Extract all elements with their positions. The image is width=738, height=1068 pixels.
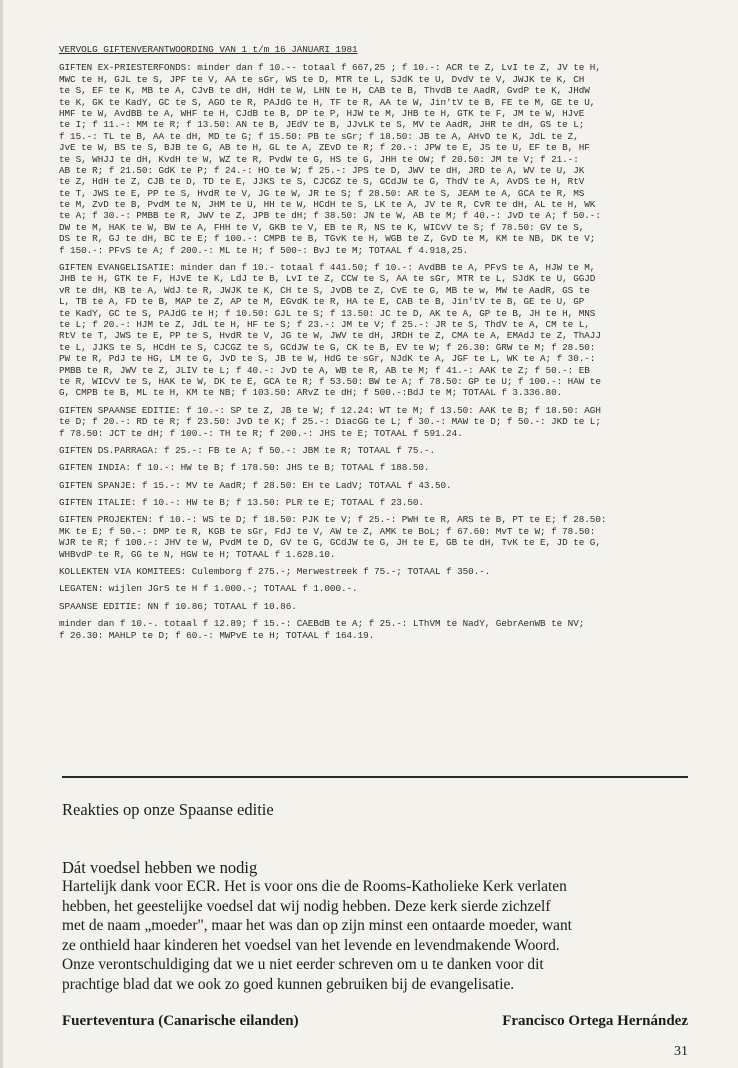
ledger-section — [59, 618, 707, 641]
ledger-line: te M, ZvD te B, PvdM te N, JHM te U, HH te W, HCdH te S, LK te A, JV te R, CvR te dH, AL te H, WK — [59, 199, 596, 211]
ledger-section — [59, 497, 707, 508]
ledger-line: te KadY, GC te S, PAJdG te H; f 10.50: GJL te S; f 13.50: JC te D, AK te A, GP te B, JH te H, MNS — [59, 307, 596, 319]
article-line: met de naam „moeder", maar het was dan op zijn minst een ontaarde moeder, want — [62, 917, 572, 935]
ledger-line: te R, WICvV te S, HAK te W, DK te E, GCA te R; f 53.50: BW te A; f 78.50: GP te U; f 100.-: HAW te — [59, 375, 601, 387]
ledger-sections — [59, 62, 707, 641]
article-subtitle: Dát voedsel hebben we nodig — [62, 858, 258, 877]
donations-ledger — [59, 44, 707, 647]
ledger-section — [59, 62, 707, 256]
ledger-line: G, CMPB te B, ML te H, KM te NB; f 103.50: ARvZ te dH; f 500.-:BdJ te M; TOTAAL f 3.336.80. — [59, 387, 563, 399]
ledger-line: RtV te T, JWS te E, PP te S, HvdR te V, JG te W, JWV te dH, JRDH te Z, CMA te A, EMAdJ te Z, ThAJJ — [59, 330, 601, 342]
ledger-section — [59, 601, 707, 612]
ledger-line: HMF te W, AvdBB te A, WHF te H, CJdB te B, DP te P, HJW te M, JHB te H, GTK te F, JM te W, HJvE — [59, 107, 585, 119]
article-line: hebben, het geestelijke voedsel dat wij nodig hebben. Deze kerk sierde zichzelf — [62, 897, 551, 915]
ledger-section — [59, 405, 707, 439]
ledger-section — [59, 262, 707, 399]
ledger-section-first-line: GIFTEN DS.PARRAGA: f 25.-: FB te A; f 50.-: JBM te R; TOTAAL f 75.-. — [59, 444, 435, 456]
ledger-section-first-line: minder dan f 10.-. totaal f 12.89; f 15.-: CAEBdB te A; f 25.-: LThVM te NadY, GebrAenWB te NV; — [59, 618, 585, 630]
ledger-line: DW te M, HAK te W, BW te A, FHH te V, GKB te V, EB te R, NS te K, WICvV te S; f 78.50: GV te S, — [59, 221, 585, 233]
ledger-section-first-line: GIFTEN EVANGELISATIE: minder dan f 10.- totaal f 441.50; f 10.-: AvdBB te A, PFvS te A, HJW te M, — [59, 262, 596, 274]
ledger-section — [59, 566, 707, 577]
ledger-line: f 26.30: MAHLP te D; f 60.-: MWPvE te H; TOTAAL f 164.19. — [59, 629, 375, 641]
ledger-section-first-line: KOLLEKTEN VIA KOMITEES: Culemborg f 275.-; Merwestreek f 75.-; TOTAAL f 350.-. — [59, 566, 491, 578]
ledger-line: PW te R, PdJ te HG, LM te G, JvD te S, JB te W, HdG te sGr, NJdK te A, JGF te L, WK te A; f 30.-: — [59, 353, 596, 365]
ledger-section-first-line: GIFTEN ITALIE: f 10.-: HW te B; f 13.50: PLR te E; TOTAAL f 23.50. — [59, 497, 424, 509]
article-location: Fuerteventura (Canarische eilanden) — [62, 1013, 299, 1029]
ledger-line: AB te R; f 21.50: GdK te P; f 24.-: HO te W; f 25.-: JPS te D, JWV te dH, JRD te A, WV te U, JK — [59, 164, 585, 176]
ledger-section-first-line: GIFTEN SPAANSE EDITIE: f 10.-: SP te Z, JB te W; f 12.24: WT te M; f 13.50: AAK te B; f 18.50: AGH — [59, 404, 601, 416]
ledger-line: MK te E; f 50.-: DMP te R, KGB te sGr, FdJ te V, AW te Z, AMK te BoL; f 67.60: MvT te W; f 78.50: — [59, 525, 596, 537]
ledger-section — [59, 583, 707, 594]
ledger-line: L, TB te A, FD te B, MAP te Z, AP te M, EGvdK te R, HA te E, CAB te B, Jin'tV te B, GE te U, GP — [59, 296, 585, 308]
ledger-line: WHBvdP te R, GG te N, HGW te H; TOTAAL f 1.628.10. — [59, 548, 336, 560]
ledger-line: JHB te H, GTK te F, HJvE te K, LdJ te B, LvI te Z, CCW te S, AA te sGr, MTR te L, SJdK te U, GGJD — [59, 273, 596, 285]
ledger-section — [59, 462, 707, 473]
ledger-header: VERVOLG GIFTENVERANTWOORDING VAN 1 t/m 16 JANUARI 1981 — [59, 44, 358, 55]
ledger-line: DS te R, GJ te dH, BC te E; f 100.-: CMPB te B, TGvK te H, WGB te Z, GvD te M, KM te NB, DK te V; — [59, 233, 596, 245]
article-title: Reakties op onze Spaanse editie — [62, 800, 274, 819]
ledger-section — [59, 445, 707, 456]
ledger-line: te Z, HdH te Z, CJB te D, TD te E, JJKS te S, CJCGZ te S, GCdJW te G, ThdV te A, AvDS te H, RtV — [59, 176, 585, 188]
ledger-line: te S, EF te K, MB te A, CJvB te dH, HdH te W, LHN te H, CAB te B, ThvdB te AadR, GvdP te K, JHdW — [59, 85, 590, 97]
ledger-section-first-line: GIFTEN PROJEKTEN: f 10.-: WS te D; f 18.50: PJK te V; f 25.-: PWH te R, ARS te B, PT te E; f 28.50: — [59, 514, 607, 526]
ledger-line: f 15.-: TL te B, AA te dH, MD te G; f 15.50: PB te sGr; f 18.50: JB te A, AHvD te K, JdL te Z, — [59, 130, 579, 142]
article-author: Francisco Ortega Hernández — [502, 1013, 688, 1029]
ledger-line: te I; f 11.-: MM te R; f 13.50: AN te B, JEdV te B, JJvLK te S, MV te AadR, JHR te dH, GS te L; — [59, 119, 585, 131]
ledger-line: f 150.-: PFvS te A; f 200.-: ML te H; f 500-: BvJ te M; TOTAAL f 4.918,25. — [59, 244, 469, 256]
article-line: ze onthield haar kinderen het voedsel van het levende en levendmakende Woord. — [62, 936, 560, 954]
ledger-line: JvE te W, BS te S, BJB te G, AB te H, GL te A, ZEvD te R; f 20.-: JPW te E, JS te U, EF te B, HF — [59, 142, 590, 154]
ledger-line: te L, JJKS te S, HCdH te S, CJCGZ te S, GCdJW te G, CK te B, EV te W; f 26.30: GRW te M; f 28.50: — [59, 341, 596, 353]
ledger-section — [59, 514, 707, 560]
ledger-section-first-line: GIFTEN SPANJE: f 15.-: MV te AadR; f 28.50: EH te LadV; TOTAAL f 43.50. — [59, 479, 452, 491]
ledger-line: PMBB te R, JWV te Z, JLIV te L; f 40.-: JvD te A, WB te R, AB te M; f 41.-: AAK te Z; f 50.-: EB — [59, 364, 590, 376]
ledger-line: WJR te R; f 100.-: JHV te W, PvdM te D, GV te G, GCdJW te G, JH te E, GB te dH, TvK te E, JD te G, — [59, 537, 601, 549]
article-body — [62, 877, 688, 995]
page-spine — [0, 0, 3, 1068]
article-line: Onze verontschuldiging dat we u niet eerder schreven om u te danken voor dit — [62, 956, 544, 974]
ledger-line: te K, GK te KadY, GC te S, AGO te R, PAJdG te H, TF te R, AA te W, Jin'tV te B, FE te M, GE te U, — [59, 96, 596, 108]
ledger-line: te D; f 20.-: RD te R; f 23.50: JvD te K; f 25.-: DiacGG te L; f 30.-: MAW te D; f 50.-: JKD te L; — [59, 416, 601, 428]
ledger-line: vR te dH, KB te A, WdJ te R, JWJK te K, CH te S, JvDB te Z, CvE te G, MB te w, MW te AadR, GS te — [59, 284, 590, 296]
article-line: Hartelijk dank voor ECR. Het is voor ons die de Rooms-Katholieke Kerk verlaten — [62, 878, 567, 895]
page-number: 31 — [674, 1044, 688, 1059]
ledger-line: f 78.50: JCT te dH; f 100.-: TH te R; f 200.-: JHS te E; TOTAAL f 591.24. — [59, 427, 463, 439]
ledger-line: te A; f 30.-: PMBB te R, JWV te Z, JPB te dH; f 38.50: JN te W, AB te M; f 40.-: JvD te A; f 50.-: — [59, 210, 601, 222]
section-divider — [62, 776, 688, 778]
ledger-line: te L; f 20.-: HJM te Z, JdL te H, HF te S; f 23.-: JM te V; f 25.-: JR te S, ThdV te A, CM te L, — [59, 318, 590, 330]
ledger-line: MWC te H, GJL te S, JPF te V, AA te sGr, WS te D, MTR te L, SJdK te U, DvdV te V, JWJK te K, CH — [59, 73, 585, 85]
ledger-section-first-line: GIFTEN EX-PRIESTERFONDS: minder dan f 10.-- totaal f 667,25 ; f 10.-: ACR te Z, LvI te Z, JV te H, — [59, 62, 601, 74]
ledger-section — [59, 480, 707, 491]
ledger-line: te S, WHJJ te dH, KvdH te W, WZ te R, PvdW te G, HS te G, JHH te OW; f 20.50: JM te V; f 21.-: — [59, 153, 579, 165]
ledger-section-first-line: SPAANSE EDITIE: NN f 10.86; TOTAAL f 10.86. — [59, 600, 297, 612]
article-line: prachtige blad dat we ook zo goed kunnen gebruiken bij de evangelisatie. — [62, 975, 515, 993]
ledger-section-first-line: GIFTEN INDIA: f 10.-: HW te B; f 178.50: JHS te B; TOTAAL f 188.50. — [59, 462, 430, 474]
ledger-line: te T, JWS te E, PP te S, HvdR te V, JG te W, JR te S; f 28.50: AR te S, JEAM te A, GCA te R, MS — [59, 187, 585, 199]
ledger-section-first-line: LEGATEN: wijlen JGrS te H f 1.000.-; TOTAAL f 1.000.-. — [59, 583, 358, 595]
